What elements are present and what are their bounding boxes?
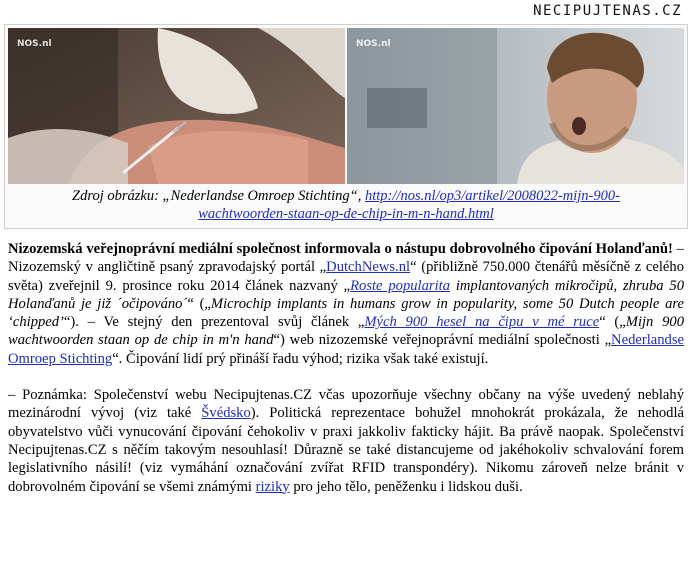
caption-link-line2: wachtwoorden-staan-op-de-chip-in-m-n-hand.html xyxy=(198,206,494,222)
article-figure xyxy=(4,24,688,229)
p2-text-b: ). Politická reprezentace bohužel mnohokrát prokázala, že nehodlá obyvatelstvo vůči vynucování čipování čehokoliv v praxi jakkoliv fakticky hájit. Ba právě naopak. Společenství Necipujtenas.CZ s něčím takovým nesouhlasí! Důrazně se také distancujeme od jakéhokoliv schvalování forem legislativního násilí! (viz vymáhání označování zvířat RFID transpondéry). Nikomu zároveň nelze bránit v dobrovolném čipování se všemi známými xyxy=(8,405,684,495)
nos-logo-left: NOS.nl xyxy=(17,39,52,49)
p2-text-a: – Poznámka: Společenství webu Necipujtenas.CZ včas upozorňuje všechny občany na výše uvedený neblahý mezinárodní vývoj (viz také xyxy=(8,387,684,422)
article-title-nl: Mijn 900 wachtwoorden staan op de chip in m'n hand xyxy=(8,314,685,349)
p1-text-j: “. Čipování lidí prý přináší řadu výhod; rizika však také existují. xyxy=(112,350,489,367)
p1-text-b: “ (přibližně 750.000 čtenářů měsíčně z celého světa) zveřejnil 9. prosince roku 2014 článek nazvaný „ xyxy=(8,259,684,294)
paragraph-gap xyxy=(8,368,684,386)
photo-man-interview xyxy=(347,28,684,184)
article-paragraph-1 xyxy=(8,240,684,368)
p1-text-g: “ („ xyxy=(599,314,626,331)
p2-text-c: pro jeho tělo, peněženku i lidskou duši. xyxy=(289,478,523,495)
link-svedsko[interactable]: Švédsko xyxy=(201,405,251,422)
link-nederlandse-omroep[interactable]: Nederlandse Omroep Stichting xyxy=(8,332,684,367)
site-brand: NECIPUJTENAS.CZ xyxy=(533,3,682,19)
caption-prefix: Zdroj obrázku: „Nederlandse Omroep Stichting“, xyxy=(72,188,365,204)
p1-text-f: “). – Ve stejný den prezentoval svůj článek „ xyxy=(63,314,365,331)
link-roste-popularita[interactable]: Roste popularita xyxy=(350,277,450,294)
link-mych-900-hesel[interactable]: Mých 900 hesel na čipu v mé ruce xyxy=(364,314,600,331)
caption-link-line1: http://nos.nl/op3/artikel/2008022-mijn-900- xyxy=(365,188,620,204)
article-body xyxy=(8,240,684,496)
p1-text-i: “) web nizozemské veřejnoprávní mediální společnosti „ xyxy=(273,332,612,349)
article-title-en: Microchip implants in humans grow in popularity, some 50 Dutch people are ‘chipped’ xyxy=(8,295,684,331)
hand-implant-image xyxy=(8,28,345,184)
article-lead: Nizozemská veřejnoprávní mediální společnost informovala o nástupu dobrovolného čipování Holanďanů! xyxy=(8,241,673,257)
link-dutchnews[interactable]: DutchNews.nl xyxy=(326,259,411,276)
man-portrait-image xyxy=(347,28,684,184)
p1-text-c: implantovaných mikročipů, zhruba 50 Holanďanů je již ´očipováno´ xyxy=(8,277,684,312)
photo-chip-implant-procedure xyxy=(8,28,345,184)
p1-text-a: – Nizozemský v angličtině psaný zpravodajský portál „ xyxy=(8,241,684,276)
figure-photos xyxy=(8,28,684,184)
figure-caption xyxy=(11,187,681,223)
nos-logo-right: NOS.nl xyxy=(356,39,391,49)
link-riziky[interactable]: riziky xyxy=(255,478,290,495)
p1-text-d: “ („ xyxy=(187,295,211,312)
article-paragraph-2 xyxy=(8,386,684,496)
